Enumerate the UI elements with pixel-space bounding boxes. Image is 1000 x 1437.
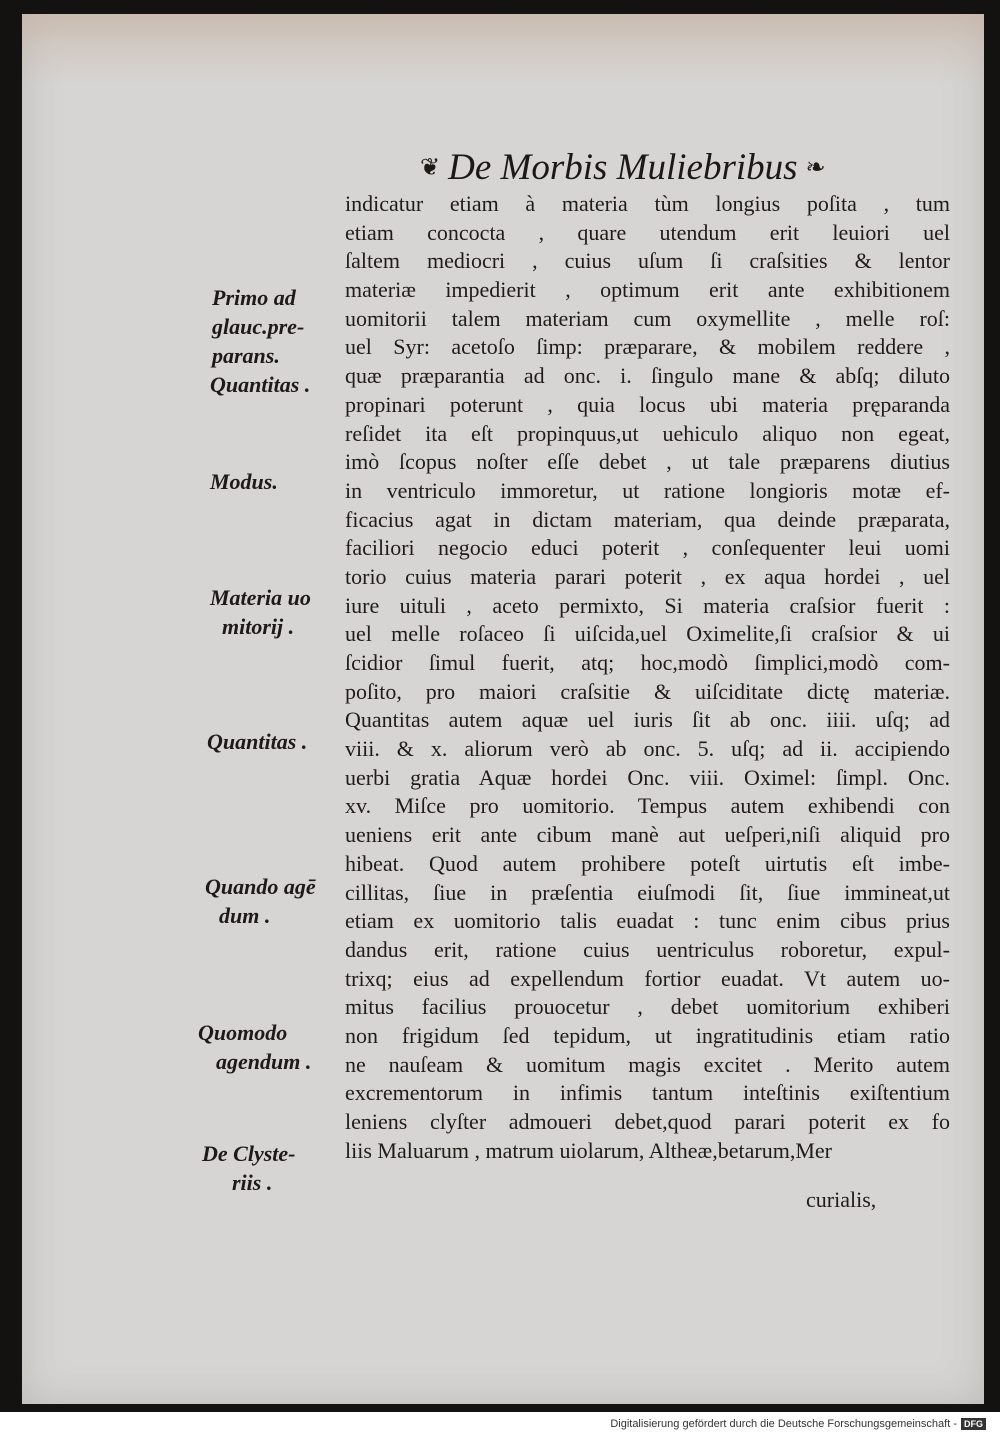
digitization-credit bbox=[610, 1418, 986, 1430]
text-line: ne nauſeam & uomitum magis excitet . Merito autem bbox=[345, 1051, 950, 1077]
text-line: faciliori negocio educi poterit , conſequenter leui uomi bbox=[345, 535, 950, 561]
catchword: curialis, bbox=[806, 1187, 877, 1212]
text-line: ſcidior ſimul fuerit, atq; hoc,modò ſimplici,modò com- bbox=[345, 650, 950, 675]
margin-note-modus: Modus. bbox=[210, 469, 278, 494]
ornament-right-icon: ❧ bbox=[805, 154, 826, 181]
text-line: quæ præparantia ad onc. i. ſingulo mane & abſq; diluto bbox=[345, 363, 950, 389]
credit-text: Digitalisierung gefördert durch die Deutsche Forschungsgemeinschaft - bbox=[610, 1418, 957, 1430]
text-line: mitus facilius prouocetur , debet uomitorium exhiberi bbox=[345, 994, 950, 1020]
text-line: in ventriculo immoretur, ut ratione longioris motæ ef- bbox=[345, 477, 950, 503]
text-line: iure uituli , aceto permixto, Si materia craſsior fuerit : bbox=[345, 592, 950, 618]
text-line: indicatur etiam à materia tùm longius poſita , tum bbox=[345, 191, 950, 216]
text-line: Quantitas autem aquæ uel iuris ſit ab onc. iiii. uſq; ad bbox=[345, 707, 950, 733]
text-line: trixq; eius ad expellendum fortior euadat. Vt autem uo- bbox=[345, 965, 950, 991]
margin-note-primo: Primo ad glauc.pre- parans. bbox=[212, 285, 305, 368]
text-line: leniens clyſter admoueri debet,quod parari poterit ex fo bbox=[345, 1109, 950, 1134]
text-line: viii. & x. aliorum verò ab onc. 5. uſq; ad ii. accipiendo bbox=[345, 736, 950, 762]
margin-notes bbox=[0, 0, 340, 1200]
text-line: uel Syr: acetoſo ſimp: præparare, & mobilem reddere , bbox=[345, 334, 950, 360]
text-line: uel melle roſaceo ſi uiſcida,uel Oximelite,ſi craſsior & ui bbox=[345, 621, 950, 647]
margin-note-clysteriis: De Clyste- riis . bbox=[202, 1141, 296, 1195]
margin-note-quantitas-2: Quantitas . bbox=[207, 729, 308, 754]
text-line: xv. Miſce pro uomitorio. Tempus autem exhibendi con bbox=[345, 793, 950, 819]
margin-note-materia: Materia uo mitorij . bbox=[210, 585, 311, 639]
text-line: ficacius agat in dictam materiam, qua deinde præparata, bbox=[345, 506, 950, 532]
margin-note-quantitas: Quantitas . bbox=[210, 372, 311, 397]
text-line: etiam concocta , quare utendum erit leuiori uel bbox=[345, 219, 950, 245]
margin-note-quomodo: Quomodo agendum . bbox=[198, 1020, 312, 1074]
text-line: uomitorii talem materiam cum oxymellite , melle roſ: bbox=[345, 305, 950, 331]
text-line: excrementorum in infimis tantum inteſtinis exiſtentium bbox=[345, 1080, 950, 1106]
dfg-logo: DFG bbox=[961, 1418, 986, 1430]
margin-note-quando: Quando agē dum . bbox=[205, 874, 316, 928]
text-line: ſaltem mediocri , cuius uſum ſi craſsities & lentor bbox=[345, 248, 950, 274]
text-line: materiæ impedierit , optimum erit ante exhibitionem bbox=[345, 277, 950, 303]
text-line: poſito, pro maiori craſsitie & uiſciditate dictę materiæ. bbox=[345, 678, 950, 704]
text-line: uerbi gratia Aquæ hordei Onc. viii. Oximel: ſimpl. Onc. bbox=[345, 764, 950, 790]
body-text bbox=[345, 190, 950, 1165]
text-line: ueniens erit ante cibum manè aut ueſperi,niſi aliquid pro bbox=[345, 822, 950, 848]
text-line: etiam ex uomitorio talis euadat : tunc enim cibus prius bbox=[345, 908, 950, 934]
text-line: non frigidum ſed tepidum, ut ingratitudinis etiam ratio bbox=[345, 1022, 950, 1048]
text-line: liis Maluarum , matrum uiolarum, Altheæ,betarum,Mer bbox=[345, 1137, 832, 1163]
text-line: imò ſcopus noſter eſſe debet , ut tale præparens diutius bbox=[345, 449, 950, 475]
running-header bbox=[420, 142, 900, 192]
page-title: De Morbis Muliebribus bbox=[448, 146, 798, 188]
text-line: propinari poterunt , quia locus ubi materia pręparanda bbox=[345, 391, 950, 417]
text-line: hibeat. Quod autem prohibere poteſt uirtutis eſt imbe- bbox=[345, 850, 950, 876]
text-line: dandus erit, ratione cuius uentriculus roboretur, expul- bbox=[345, 936, 950, 962]
text-line: reſidet ita eſt propinquus,ut uehiculo aliquo non egeat, bbox=[345, 420, 950, 446]
text-line: torio cuius materia parari poterit , ex aqua hordei , uel bbox=[345, 563, 950, 589]
ornament-left-icon: ❦ bbox=[420, 154, 441, 181]
text-line: cillitas, ſiue in præſentia eiuſmodi ſit, ſiue immineat,ut bbox=[345, 879, 950, 905]
